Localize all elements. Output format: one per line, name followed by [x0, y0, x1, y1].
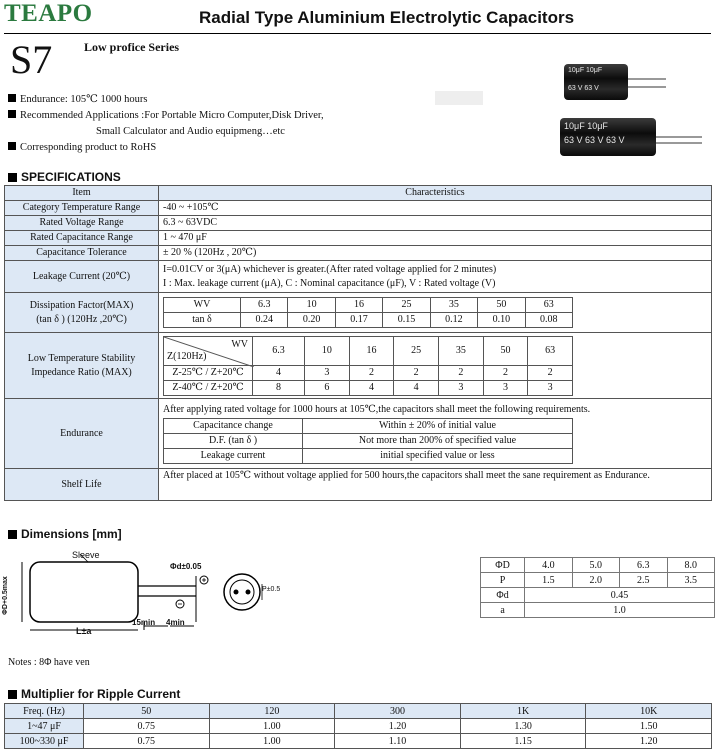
feature-item-continued: Small Calculator and Audio equipmeng…etc: [96, 126, 285, 137]
dim-row-label: ΦD: [481, 558, 525, 573]
ripple-value: 1.50: [586, 719, 712, 734]
feature-applications: Recommended Applications :For Portable Micro Computer,Disk Driver,: [20, 110, 324, 121]
ripple-value: 1.00: [209, 719, 335, 734]
endurance-row-value: Within ± 20% of initial value: [303, 418, 573, 433]
df-value: 0.10: [478, 313, 525, 328]
dim-value: 8.0: [667, 558, 715, 573]
dimension-drawing: [8, 550, 318, 650]
ripple-row: [5, 734, 712, 749]
ripple-current-table: [4, 703, 712, 749]
dim-value: 5.0: [572, 558, 619, 573]
dim-row-label: Φd: [481, 588, 525, 603]
capacitor-marking: 63 V 63 V: [568, 85, 599, 92]
lt-value: 4: [253, 365, 305, 380]
series-code: S7: [10, 37, 53, 82]
endurance-row-label: Capacitance change: [164, 418, 303, 433]
ripple-value: 1.20: [586, 734, 712, 749]
specifications-table: [4, 185, 712, 501]
df-value: 0.12: [430, 313, 477, 328]
capacitor-marking: 63 V 63 V 63 V: [564, 135, 625, 145]
feature-item: [8, 92, 324, 108]
impedance-ratio-table: [163, 336, 573, 396]
feature-item: [8, 140, 324, 156]
endurance-row-label: D.F. (tan δ ): [164, 433, 303, 448]
dim-row-label: P: [481, 573, 525, 588]
spec-label: [5, 293, 159, 333]
capacitor-lead: [626, 86, 666, 88]
spec-label: [5, 333, 159, 399]
spec-label: Rated Voltage Range: [5, 216, 159, 231]
df-label-line: (tan δ ) (120Hz ,20℃): [36, 313, 127, 325]
ripple-row: [5, 719, 712, 734]
section-square-icon: [8, 530, 17, 539]
spec-value: 1 ~ 470 μF: [159, 231, 712, 246]
df-voltage: 25: [383, 298, 430, 313]
lead-dot: [246, 590, 251, 595]
df-voltage: 16: [335, 298, 382, 313]
spec-label: Leakage Current (20℃): [5, 261, 159, 293]
notes-text: Notes : 8Φ have ven: [8, 657, 90, 668]
section-title: Multiplier for Ripple Current: [21, 687, 181, 701]
capacitor-photo-large: [560, 118, 656, 156]
lt-voltage: 50: [483, 336, 528, 365]
endurance-row-value: Not more than 200% of specified value: [303, 433, 573, 448]
capacitor-body-outline: [30, 562, 138, 622]
brand-logo: TEAPO: [4, 0, 93, 27]
ripple-value: 1.20: [335, 719, 461, 734]
bullet-square-icon: [8, 110, 16, 118]
endurance-table: [163, 418, 573, 464]
lt-voltage: 10: [305, 336, 350, 365]
df-wv-header: WV: [164, 298, 241, 313]
lt-value: 2: [483, 365, 528, 380]
lt-z-header: Z(120Hz): [167, 350, 207, 362]
ripple-value: 1.15: [460, 734, 586, 749]
lt-voltage: 6.3: [253, 336, 305, 365]
df-label-line: Dissipation Factor(MAX): [29, 299, 134, 311]
dim-4min-label: 4min: [166, 618, 185, 627]
df-tan-label: tan δ: [164, 313, 241, 328]
lt-voltage: 35: [439, 336, 484, 365]
lt-value: 3: [528, 380, 573, 395]
df-value: 0.17: [335, 313, 382, 328]
dim-value: 2.0: [572, 573, 619, 588]
spec-value: [159, 293, 712, 333]
capacitor-photo-small: [564, 64, 628, 100]
ripple-freq: 10K: [586, 704, 712, 719]
ripple-freq: 1K: [460, 704, 586, 719]
leakage-formula: I=0.01CV or 3(μA) whichever is greater.(After rated voltage applied for 2 minutes): [163, 263, 497, 275]
lt-voltage: 25: [394, 336, 439, 365]
dim-value: 6.3: [620, 558, 667, 573]
lt-value: 2: [394, 365, 439, 380]
lt-diagonal-header: [164, 336, 253, 365]
sleeve-label: Sleeve: [72, 550, 100, 560]
lt-value: 2: [439, 365, 484, 380]
df-value: 0.20: [288, 313, 335, 328]
ripple-freq: 50: [84, 704, 210, 719]
capacitor-lead: [654, 142, 702, 144]
lt-value: 3: [483, 380, 528, 395]
spec-value: [159, 261, 712, 293]
specifications-heading: [8, 170, 121, 184]
lt-value: 4: [394, 380, 439, 395]
lt-row-label: Z-25℃ / Z+20℃: [164, 365, 253, 380]
placeholder-box: [435, 91, 483, 105]
header-divider: [4, 33, 711, 34]
spec-label: Rated Capacitance Range: [5, 231, 159, 246]
lt-value: 4: [349, 380, 394, 395]
bullet-square-icon: [8, 94, 16, 102]
lead-diameter-label: Φd±0.05: [170, 562, 202, 571]
ripple-freq: 300: [335, 704, 461, 719]
lt-value: 2: [349, 365, 394, 380]
lt-value: 3: [305, 365, 350, 380]
df-voltage: 6.3: [241, 298, 288, 313]
feature-item: [8, 108, 324, 124]
leakage-legend: I : Max. leakage current (μA), C : Nominal capacitance (μF), V : Rated voltage (V): [163, 277, 496, 289]
capacitor-marking: 10μF 10μF: [564, 121, 608, 131]
endurance-row-value: initial specified value or less: [303, 448, 573, 463]
dissipation-factor-table: [163, 297, 573, 328]
feature-rohs: Corresponding product to RoHS: [20, 142, 157, 153]
section-square-icon: [8, 690, 17, 699]
df-voltage: 63: [525, 298, 572, 313]
lt-wv-header: WV: [231, 338, 248, 350]
lt-label-line: Impedance Ratio (MAX): [31, 366, 132, 378]
df-voltage: 50: [478, 298, 525, 313]
section-title: Dimensions [mm]: [21, 527, 122, 541]
capacitor-end-view: [224, 574, 260, 610]
dim-row-label: a: [481, 603, 525, 618]
spec-value: [159, 399, 712, 469]
feature-list: [8, 92, 324, 156]
section-title: SPECIFICATIONS: [21, 170, 121, 184]
col-header-characteristics: Characteristics: [159, 186, 712, 201]
ripple-row-label: 100~330 μF: [5, 734, 84, 749]
ripple-value: 0.75: [84, 734, 210, 749]
spec-label: Category Temperature Range: [5, 201, 159, 216]
lt-value: 2: [528, 365, 573, 380]
ripple-value: 1.10: [335, 734, 461, 749]
spec-value: After placed at 105℃ without voltage applied for 500 hours,the capacitors shall meet the sane requirement as Endurance.: [159, 469, 712, 501]
col-header-item: Item: [5, 186, 159, 201]
ripple-freq: 120: [209, 704, 335, 719]
df-voltage: 35: [430, 298, 477, 313]
dim-value: 1.0: [525, 603, 715, 618]
df-voltage: 10: [288, 298, 335, 313]
ripple-freq-header: Freq. (Hz): [5, 704, 84, 719]
ripple-row-label: 1~47 μF: [5, 719, 84, 734]
lt-value: 6: [305, 380, 350, 395]
dimensions-table: [480, 557, 715, 618]
ripple-value: 0.75: [84, 719, 210, 734]
lt-row-label: Z-40℃ / Z+20℃: [164, 380, 253, 395]
series-description: Low proficе Series: [84, 40, 180, 54]
body-diameter-label: ΦD+0.5max: [1, 576, 9, 615]
pitch-label: P±0.5: [262, 586, 281, 593]
dim-value: 1.5: [525, 573, 572, 588]
ripple-value: 1.00: [209, 734, 335, 749]
capacitor-marking: 10μF 10μF: [568, 67, 603, 74]
spec-label: Endurance: [5, 399, 159, 469]
lt-label-line: Low Temperature Stability: [27, 352, 136, 364]
capacitor-lead: [626, 78, 666, 80]
spec-value: [159, 333, 712, 399]
section-square-icon: [8, 173, 17, 182]
spec-label: Capacitance Tolerance: [5, 246, 159, 261]
df-value: 0.24: [241, 313, 288, 328]
lead-dot: [234, 590, 239, 595]
lt-value: 8: [253, 380, 305, 395]
df-value: 0.15: [383, 313, 430, 328]
dimensions-heading: [8, 527, 122, 541]
spec-value: ± 20 % (120Hz , 20℃): [159, 246, 712, 261]
dim-value: 3.5: [667, 573, 715, 588]
lt-value: 3: [439, 380, 484, 395]
ripple-value: 1.30: [460, 719, 586, 734]
lt-voltage: 16: [349, 336, 394, 365]
dim-value: 0.45: [525, 588, 715, 603]
dim-value: 2.5: [620, 573, 667, 588]
df-value: 0.08: [525, 313, 572, 328]
spec-value: -40 ~ +105℃: [159, 201, 712, 216]
endurance-row-label: Leakage current: [164, 448, 303, 463]
lt-voltage: 63: [528, 336, 573, 365]
bullet-square-icon: [8, 142, 16, 150]
ripple-heading: [8, 687, 180, 701]
dim-value: 4.0: [525, 558, 572, 573]
page-title: Radial Type Aluminium Electrolytic Capacitors: [199, 8, 575, 27]
length-label: L±a: [76, 626, 92, 636]
spec-value: 6.3 ~ 63VDC: [159, 216, 712, 231]
capacitor-lead: [654, 136, 702, 138]
dim-15min-label: 15min: [132, 618, 156, 627]
spec-label: Shelf Life: [5, 469, 159, 501]
endurance-text: After applying rated voltage for 1000 hours at 105℃,the capacitors shall meet the following requirements.: [163, 403, 591, 415]
feature-endurance: Endurance: 105℃ 1000 hours: [20, 94, 148, 105]
